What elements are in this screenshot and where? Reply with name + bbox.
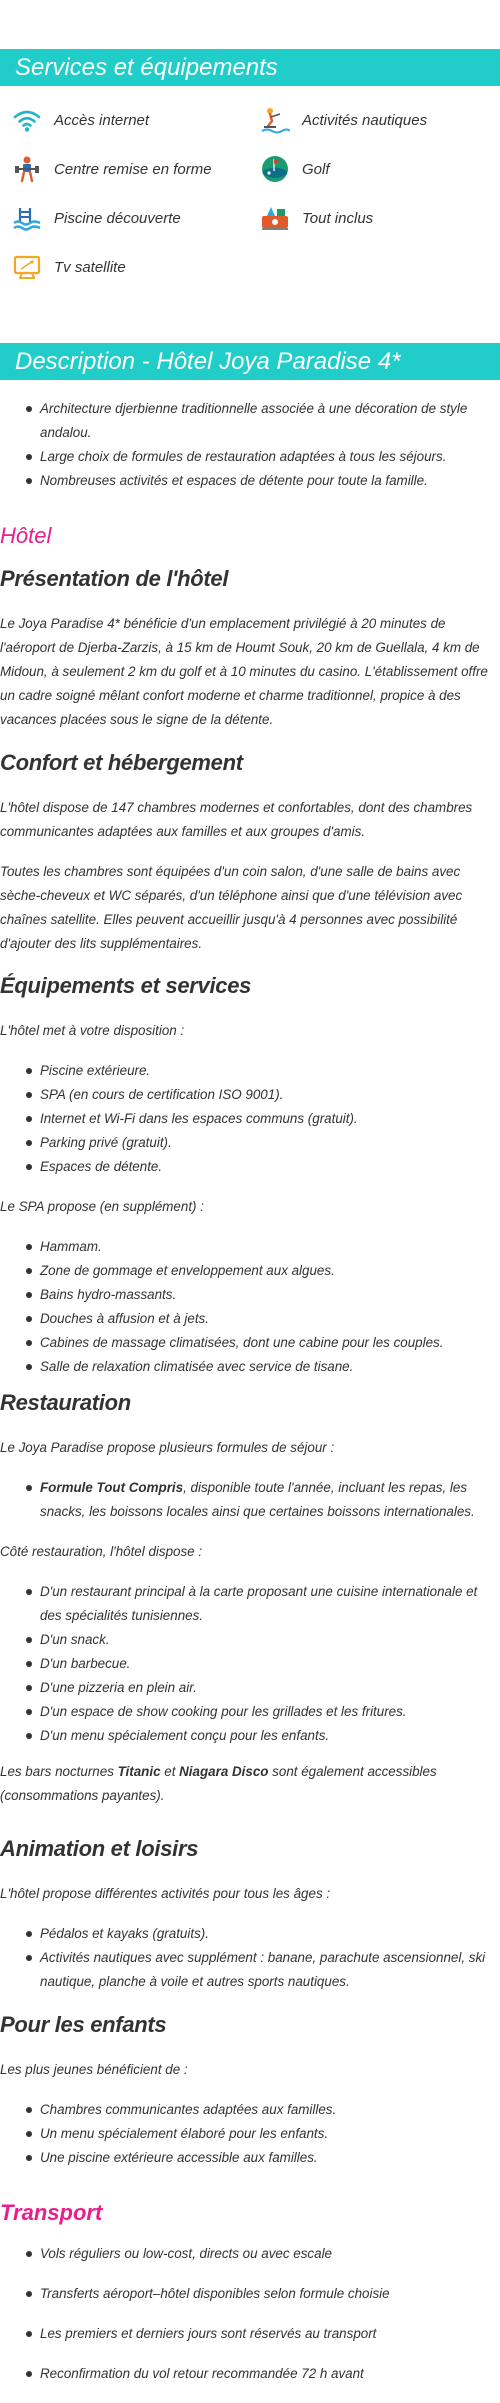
list-item: Pédalos et kayaks (gratuits). (0, 1922, 500, 1946)
pool-icon (10, 203, 44, 233)
list-item: D'une pizzeria en plein air. (0, 1676, 500, 1700)
all-inclusive-icon (258, 203, 292, 233)
service-label: Accès internet (54, 111, 150, 129)
spa-list (0, 1235, 500, 1379)
list-item: D'un restaurant principal à la carte proposant une cuisine internationale et des spécialités tunisiennes. (0, 1580, 500, 1628)
service-label: Tout inclus (302, 209, 374, 227)
animation-title: Animation et loisirs (0, 1836, 199, 1861)
presentation-text: Le Joya Paradise 4* bénéficie d'un emplacement privilégié à 20 minutes de l'aéroport de Djerba-Zarzis, à 15 km de Houmt Souk, 20 km de Guellala, 4 km de Midoun, à seulement 2 km du golf et à 10 minutes du casino. L'établissement offre un cadre soigné mêlant confort moderne et charme traditionnel, propice à des vacances placées sous le signe de la détente. (0, 616, 488, 727)
confort-text-2: Toutes les chambres sont équipées d'un coin salon, d'une salle de bains avec sèche-cheveux et WC séparés, d'un téléphone ainsi que d'une télévision avec chaînes satellite. Elles peuvent accueillir jusqu'à 4 personnes avec possibilité d'ajouter des lits supplémentaires. (0, 864, 463, 951)
bar-titanic: Titanic (117, 1764, 161, 1779)
formula-description: , disponible toute l'année, incluant les repas, les snacks, les boissons locales ainsi que certaines boissons internationales. (40, 1480, 475, 1519)
list-item: D'un menu spécialement conçu pour les enfants. (0, 1724, 500, 1748)
list-item: Transferts aéroport–hôtel disponibles selon formule choisie (0, 2282, 500, 2306)
service-golf (258, 154, 330, 184)
restauration-intro: Le Joya Paradise propose plusieurs formules de séjour : (0, 1440, 335, 1455)
list-item: Un menu spécialement élaboré pour les enfants. (0, 2122, 500, 2146)
enfants-intro: Les plus jeunes bénéficient de : (0, 2062, 188, 2077)
list-item: Piscine extérieure. (0, 1059, 500, 1083)
confort-title: Confort et hébergement (0, 750, 243, 775)
list-item: Espaces de détente. (0, 1155, 500, 1179)
list-item: Une piscine extérieure accessible aux familles. (0, 2146, 500, 2170)
list-item: Hammam. (0, 1235, 500, 1259)
list-item: Cabines de massage climatisées, dont une cabine pour les couples. (0, 1331, 500, 1355)
bars-suffix: sont également accessibles (consommations payantes). (0, 1764, 437, 1803)
service-label: Tv satellite (54, 258, 126, 276)
list-item: Internet et Wi-Fi dans les espaces communs (gratuit). (0, 1107, 500, 1131)
services-banner (0, 49, 500, 86)
list-item: Bains hydro-massants. (0, 1283, 500, 1307)
description-banner (0, 343, 500, 380)
spa-intro: Le SPA propose (en supplément) : (0, 1199, 204, 1214)
bars-prefix: Les bars nocturnes (0, 1764, 118, 1779)
service-tv (10, 252, 126, 282)
list-item: Activités nautiques avec supplément : banane, parachute ascensionnel, ski nautique, planche à voile et autres sports nautiques. (0, 1946, 500, 1994)
service-label: Piscine découverte (54, 209, 181, 227)
restauration-title: Restauration (0, 1390, 131, 1415)
list-item: Reconfirmation du vol retour recommandée 72 h avant (0, 2362, 500, 2386)
bars-and: et (160, 1764, 180, 1779)
equipements-list (0, 1059, 500, 1179)
bars-text (0, 1760, 500, 1808)
list-item: SPA (en cours de certification ISO 9001). (0, 1083, 500, 1107)
list-item: Zone de gommage et enveloppement aux algues. (0, 1259, 500, 1283)
list-item: Architecture djerbienne traditionnelle associée à une décoration de style andalou. (0, 397, 500, 445)
restauration-list (0, 1580, 500, 1748)
list-item: Salle de relaxation climatisée avec service de tisane. (0, 1355, 500, 1379)
list-item: Parking privé (gratuit). (0, 1131, 500, 1155)
list-item: Douches à affusion et à jets. (0, 1307, 500, 1331)
transport-list (0, 2242, 500, 2386)
enfants-title: Pour les enfants (0, 2012, 167, 2037)
list-item: Chambres communicantes adaptées aux familles. (0, 2098, 500, 2122)
service-water-sports (258, 105, 427, 135)
formula-list (0, 1476, 500, 1524)
list-item: D'un barbecue. (0, 1652, 500, 1676)
service-fitness (10, 154, 212, 184)
animation-list (0, 1922, 500, 1994)
list-item: Nombreuses activités et espaces de détente pour toute la famille. (0, 469, 500, 493)
list-item: Large choix de formules de restauration adaptées à tous les séjours. (0, 445, 500, 469)
golf-icon (258, 154, 292, 184)
service-label: Golf (302, 160, 330, 178)
list-item: Vols réguliers ou low-cost, directs ou avec escale (0, 2242, 500, 2266)
formula-name: Formule Tout Compris (40, 1480, 184, 1495)
animation-intro: L'hôtel propose différentes activités pour tous les âges : (0, 1886, 331, 1901)
hotel-heading: Hôtel (0, 523, 52, 548)
enfants-list (0, 2098, 500, 2170)
list-item: Les premiers et derniers jours sont réservés au transport (0, 2322, 500, 2346)
list-item (0, 1476, 500, 1524)
restauration-side-intro: Côté restauration, l'hôtel dispose : (0, 1544, 203, 1559)
tv-icon (10, 252, 44, 282)
bar-niagara: Niagara Disco (179, 1764, 269, 1779)
equipements-intro: L'hôtel met à votre disposition : (0, 1023, 185, 1038)
wifi-icon (10, 105, 44, 135)
presentation-title: Présentation de l'hôtel (0, 566, 229, 591)
list-item: D'un snack. (0, 1628, 500, 1652)
service-label: Activités nautiques (302, 111, 428, 129)
service-all-inclusive (258, 203, 373, 233)
services-title: Services et équipements (15, 54, 278, 81)
transport-heading: Transport (0, 2200, 103, 2225)
description-title: Description - Hôtel Joya Paradise 4* (15, 348, 401, 375)
service-pool (10, 203, 181, 233)
water-ski-icon (258, 105, 292, 135)
service-internet (10, 105, 149, 135)
list-item: D'un espace de show cooking pour les grillades et les fritures. (0, 1700, 500, 1724)
service-label: Centre remise en forme (54, 160, 212, 178)
description-highlights (0, 397, 500, 493)
fitness-icon (10, 154, 44, 184)
confort-text-1: L'hôtel dispose de 147 chambres modernes et confortables, dont des chambres communicantes adaptées aux familles et aux groupes d'amis. (0, 800, 473, 839)
equipements-title: Équipements et services (0, 973, 252, 998)
